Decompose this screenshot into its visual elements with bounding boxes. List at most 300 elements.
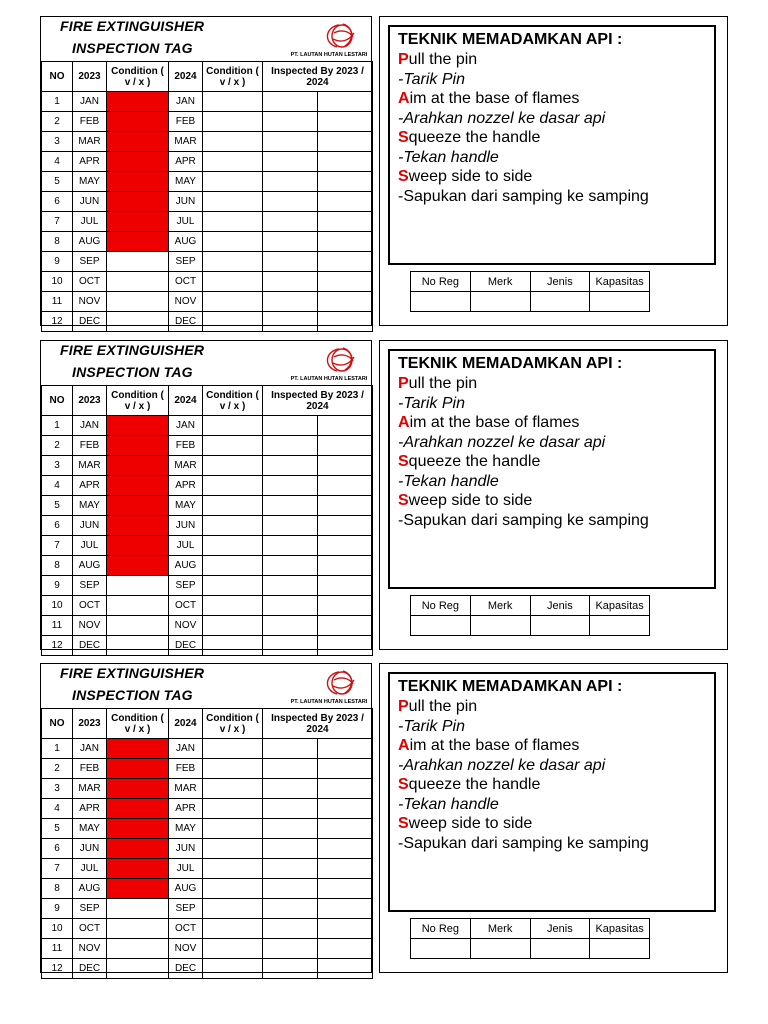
row-condition-2024[interactable] (203, 879, 263, 899)
step-text: -Arahkan nozzel ke dasar api (398, 756, 606, 774)
row-inspector-2023[interactable] (263, 899, 318, 919)
row-month-2024: NOV (169, 616, 203, 636)
row-condition-2024[interactable] (203, 899, 263, 919)
row-no: 2 (42, 436, 73, 456)
row-condition-2023[interactable] (107, 616, 169, 636)
row-inspector-2023[interactable] (263, 496, 318, 516)
row-inspector-2024[interactable] (318, 939, 373, 959)
row-inspector-2024[interactable] (318, 476, 373, 496)
row-inspector-2023[interactable] (263, 272, 318, 292)
table-row (42, 92, 373, 112)
row-no: 11 (42, 292, 73, 312)
row-inspector-2024[interactable] (318, 779, 373, 799)
row-condition-2024[interactable] (203, 112, 263, 132)
row-condition-2024[interactable] (203, 312, 263, 332)
row-inspector-2024[interactable] (318, 172, 373, 192)
row-no: 5 (42, 496, 73, 516)
row-month-2024: OCT (169, 272, 203, 292)
row-month-2024: JUL (169, 536, 203, 556)
info-header-no-reg: No Reg (411, 596, 471, 616)
header-condition-2024: Condition ( v / x ) (203, 62, 263, 92)
row-month-2023: NOV (73, 616, 107, 636)
table-row (42, 879, 373, 899)
info-header-row (411, 272, 650, 292)
row-no: 3 (42, 456, 73, 476)
header-no: NO (42, 709, 73, 739)
row-inspector-2023[interactable] (263, 779, 318, 799)
row-no: 6 (42, 516, 73, 536)
row-condition-2023[interactable] (107, 556, 169, 576)
technique-steps (398, 374, 649, 530)
row-month-2024: AUG (169, 879, 203, 899)
step-text: ull the pin (408, 51, 478, 68)
row-inspector-2023[interactable] (263, 476, 318, 496)
row-condition-2024[interactable] (203, 292, 263, 312)
row-no: 9 (42, 899, 73, 919)
step-text: queeze the handle (408, 129, 541, 146)
table-header-row (42, 386, 373, 416)
company-name: PT. LAUTAN HUTAN LESTARI (290, 376, 368, 382)
row-condition-2024[interactable] (203, 516, 263, 536)
row-inspector-2023[interactable] (263, 112, 318, 132)
row-month-2024: JUN (169, 192, 203, 212)
row-condition-2023[interactable] (107, 879, 169, 899)
row-month-2023: JUL (73, 859, 107, 879)
row-condition-2024[interactable] (203, 232, 263, 252)
row-inspector-2023[interactable] (263, 799, 318, 819)
row-no: 12 (42, 959, 73, 979)
inspection-tag (40, 663, 372, 973)
technique-step (398, 511, 649, 531)
row-condition-2023[interactable] (107, 192, 169, 212)
row-condition-2024[interactable] (203, 456, 263, 476)
row-condition-2023[interactable] (107, 516, 169, 536)
row-condition-2023[interactable] (107, 759, 169, 779)
row-month-2024: MAR (169, 456, 203, 476)
info-value-merk[interactable] (470, 616, 530, 636)
step-text: -Sapukan dari samping ke samping (398, 511, 649, 529)
row-month-2023: APR (73, 152, 107, 172)
technique-title: TEKNIK MEMADAMKAN API : (398, 678, 623, 695)
row-month-2023: FEB (73, 759, 107, 779)
row-inspector-2023[interactable] (263, 536, 318, 556)
row-inspector-2023[interactable] (263, 576, 318, 596)
info-value-kapasitas[interactable] (590, 616, 650, 636)
row-inspector-2023[interactable] (263, 636, 318, 656)
row-month-2023: FEB (73, 112, 107, 132)
step-text: ull the pin (408, 375, 478, 392)
row-month-2023: MAR (73, 779, 107, 799)
row-condition-2024[interactable] (203, 476, 263, 496)
row-condition-2024[interactable] (203, 779, 263, 799)
row-month-2024: SEP (169, 899, 203, 919)
row-month-2024: JUL (169, 212, 203, 232)
header-condition-2024: Condition ( v / x ) (203, 386, 263, 416)
row-inspector-2023[interactable] (263, 959, 318, 979)
header-year-2024: 2024 (169, 709, 203, 739)
technique-box (388, 672, 716, 912)
row-month-2023: JUN (73, 839, 107, 859)
row-inspector-2023[interactable] (263, 616, 318, 636)
tag-set (0, 340, 768, 650)
row-condition-2024[interactable] (203, 799, 263, 819)
row-month-2023: AUG (73, 879, 107, 899)
row-month-2024: FEB (169, 436, 203, 456)
row-inspector-2023[interactable] (263, 879, 318, 899)
row-condition-2023[interactable] (107, 172, 169, 192)
row-condition-2024[interactable] (203, 536, 263, 556)
row-inspector-2024[interactable] (318, 576, 373, 596)
info-value-merk[interactable] (470, 939, 530, 959)
technique-step (398, 433, 649, 453)
row-inspector-2024[interactable] (318, 496, 373, 516)
row-inspector-2024[interactable] (318, 616, 373, 636)
row-inspector-2024[interactable] (318, 456, 373, 476)
row-condition-2023[interactable] (107, 939, 169, 959)
row-inspector-2023[interactable] (263, 292, 318, 312)
technique-step (398, 697, 649, 717)
step-text: weep side to side (408, 492, 533, 509)
info-header-kapasitas: Kapasitas (590, 272, 650, 292)
row-inspector-2023[interactable] (263, 92, 318, 112)
technique-step (398, 70, 649, 90)
info-header-jenis: Jenis (530, 596, 590, 616)
technique-step (398, 374, 649, 394)
row-no: 3 (42, 779, 73, 799)
header-condition-2023: Condition ( v / x ) (107, 709, 169, 739)
info-value-no-reg[interactable] (411, 292, 471, 312)
table-row (42, 596, 373, 616)
table-row (42, 172, 373, 192)
row-condition-2023[interactable] (107, 272, 169, 292)
row-inspector-2024[interactable] (318, 292, 373, 312)
row-condition-2024[interactable] (203, 596, 263, 616)
table-row (42, 636, 373, 656)
table-row (42, 576, 373, 596)
info-value-kapasitas[interactable] (590, 939, 650, 959)
row-condition-2023[interactable] (107, 536, 169, 556)
row-inspector-2023[interactable] (263, 556, 318, 576)
row-no: 11 (42, 616, 73, 636)
row-month-2024: SEP (169, 252, 203, 272)
row-condition-2023[interactable] (107, 899, 169, 919)
technique-step (398, 167, 649, 187)
row-inspector-2024[interactable] (318, 92, 373, 112)
info-value-jenis[interactable] (530, 292, 590, 312)
row-condition-2024[interactable] (203, 132, 263, 152)
row-inspector-2024[interactable] (318, 739, 373, 759)
row-inspector-2023[interactable] (263, 232, 318, 252)
info-value-jenis[interactable] (530, 616, 590, 636)
table-row (42, 759, 373, 779)
row-month-2024: MAR (169, 132, 203, 152)
row-condition-2024[interactable] (203, 959, 263, 979)
row-month-2023: MAY (73, 172, 107, 192)
row-inspector-2023[interactable] (263, 436, 318, 456)
row-condition-2024[interactable] (203, 759, 263, 779)
row-month-2024: FEB (169, 112, 203, 132)
row-condition-2023[interactable] (107, 496, 169, 516)
technique-steps (398, 697, 649, 853)
technique-title: TEKNIK MEMADAMKAN API : (398, 31, 623, 48)
row-condition-2023[interactable] (107, 636, 169, 656)
row-condition-2024[interactable] (203, 416, 263, 436)
row-inspector-2024[interactable] (318, 536, 373, 556)
row-condition-2023[interactable] (107, 92, 169, 112)
row-condition-2023[interactable] (107, 859, 169, 879)
step-text: weep side to side (408, 168, 533, 185)
row-month-2024: DEC (169, 959, 203, 979)
row-month-2023: NOV (73, 292, 107, 312)
table-row (42, 516, 373, 536)
row-condition-2024[interactable] (203, 739, 263, 759)
row-inspector-2023[interactable] (263, 132, 318, 152)
step-initial: S (398, 492, 409, 509)
row-condition-2024[interactable] (203, 92, 263, 112)
table-header-row (42, 62, 373, 92)
row-condition-2024[interactable] (203, 819, 263, 839)
table-row (42, 779, 373, 799)
table-row (42, 939, 373, 959)
technique-step (398, 472, 649, 492)
row-inspector-2023[interactable] (263, 859, 318, 879)
table-row (42, 456, 373, 476)
row-month-2024: OCT (169, 919, 203, 939)
header-year-2024: 2024 (169, 62, 203, 92)
row-inspector-2023[interactable] (263, 212, 318, 232)
row-no: 8 (42, 556, 73, 576)
row-inspector-2024[interactable] (318, 899, 373, 919)
row-no: 3 (42, 132, 73, 152)
row-condition-2024[interactable] (203, 436, 263, 456)
row-inspector-2024[interactable] (318, 416, 373, 436)
row-inspector-2024[interactable] (318, 919, 373, 939)
row-inspector-2023[interactable] (263, 416, 318, 436)
info-header-jenis: Jenis (530, 919, 590, 939)
row-month-2024: APR (169, 476, 203, 496)
table-row (42, 536, 373, 556)
row-inspector-2024[interactable] (318, 252, 373, 272)
row-inspector-2024[interactable] (318, 232, 373, 252)
row-inspector-2023[interactable] (263, 759, 318, 779)
swirl-logo-icon (287, 21, 371, 53)
info-value-merk[interactable] (470, 292, 530, 312)
row-condition-2023[interactable] (107, 152, 169, 172)
row-inspector-2024[interactable] (318, 879, 373, 899)
company-name: PT. LAUTAN HUTAN LESTARI (290, 699, 368, 705)
row-condition-2023[interactable] (107, 456, 169, 476)
row-month-2023: JAN (73, 92, 107, 112)
row-condition-2023[interactable] (107, 132, 169, 152)
row-month-2024: JAN (169, 739, 203, 759)
row-condition-2023[interactable] (107, 436, 169, 456)
row-condition-2024[interactable] (203, 272, 263, 292)
tag-set (0, 663, 768, 973)
row-condition-2024[interactable] (203, 172, 263, 192)
row-inspector-2024[interactable] (318, 312, 373, 332)
row-no: 10 (42, 596, 73, 616)
row-condition-2023[interactable] (107, 416, 169, 436)
row-inspector-2024[interactable] (318, 556, 373, 576)
row-month-2023: DEC (73, 312, 107, 332)
row-condition-2023[interactable] (107, 112, 169, 132)
row-inspector-2024[interactable] (318, 132, 373, 152)
technique-box (388, 25, 716, 265)
step-text: -Tarik Pin (398, 394, 465, 412)
row-inspector-2023[interactable] (263, 152, 318, 172)
header-year-2023: 2023 (73, 709, 107, 739)
row-inspector-2023[interactable] (263, 596, 318, 616)
row-inspector-2023[interactable] (263, 819, 318, 839)
row-inspector-2024[interactable] (318, 859, 373, 879)
row-condition-2023[interactable] (107, 476, 169, 496)
table-row (42, 616, 373, 636)
info-value-row (411, 616, 650, 636)
row-inspector-2023[interactable] (263, 919, 318, 939)
row-condition-2024[interactable] (203, 636, 263, 656)
row-no: 8 (42, 232, 73, 252)
inspection-table (41, 708, 373, 979)
step-initial: S (398, 453, 409, 470)
row-condition-2024[interactable] (203, 252, 263, 272)
step-text: im at the base of flames (409, 414, 580, 431)
row-inspector-2023[interactable] (263, 839, 318, 859)
row-month-2024: SEP (169, 576, 203, 596)
table-row (42, 112, 373, 132)
tag-header (41, 664, 371, 708)
row-inspector-2024[interactable] (318, 596, 373, 616)
row-inspector-2023[interactable] (263, 739, 318, 759)
step-initial: P (398, 375, 409, 392)
row-condition-2024[interactable] (203, 192, 263, 212)
row-inspector-2024[interactable] (318, 272, 373, 292)
row-inspector-2024[interactable] (318, 152, 373, 172)
row-inspector-2024[interactable] (318, 636, 373, 656)
row-inspector-2023[interactable] (263, 939, 318, 959)
row-inspector-2023[interactable] (263, 516, 318, 536)
row-inspector-2024[interactable] (318, 799, 373, 819)
table-row (42, 272, 373, 292)
row-month-2023: SEP (73, 252, 107, 272)
row-condition-2024[interactable] (203, 939, 263, 959)
header-no: NO (42, 386, 73, 416)
step-text: -Sapukan dari samping ke samping (398, 187, 649, 205)
row-month-2023: JAN (73, 416, 107, 436)
row-no: 12 (42, 312, 73, 332)
row-condition-2023[interactable] (107, 312, 169, 332)
info-header-row (411, 919, 650, 939)
row-inspector-2024[interactable] (318, 436, 373, 456)
row-inspector-2024[interactable] (318, 112, 373, 132)
row-condition-2023[interactable] (107, 919, 169, 939)
row-inspector-2024[interactable] (318, 819, 373, 839)
row-condition-2023[interactable] (107, 212, 169, 232)
row-condition-2023[interactable] (107, 596, 169, 616)
row-inspector-2024[interactable] (318, 959, 373, 979)
technique-step (398, 814, 649, 834)
table-row (42, 192, 373, 212)
row-no: 4 (42, 476, 73, 496)
table-row (42, 899, 373, 919)
row-condition-2023[interactable] (107, 819, 169, 839)
row-condition-2023[interactable] (107, 739, 169, 759)
table-row (42, 252, 373, 272)
row-condition-2024[interactable] (203, 152, 263, 172)
table-row (42, 312, 373, 332)
row-condition-2024[interactable] (203, 212, 263, 232)
row-month-2024: OCT (169, 596, 203, 616)
row-month-2023: SEP (73, 576, 107, 596)
table-row (42, 416, 373, 436)
row-inspector-2023[interactable] (263, 172, 318, 192)
technique-box (388, 349, 716, 589)
info-value-no-reg[interactable] (411, 616, 471, 636)
info-value-jenis[interactable] (530, 939, 590, 959)
row-condition-2024[interactable] (203, 859, 263, 879)
row-month-2023: OCT (73, 596, 107, 616)
step-text: -Arahkan nozzel ke dasar api (398, 109, 606, 127)
row-condition-2024[interactable] (203, 919, 263, 939)
technique-step (398, 413, 649, 433)
inspection-tag (40, 340, 372, 650)
row-condition-2023[interactable] (107, 252, 169, 272)
row-condition-2023[interactable] (107, 576, 169, 596)
row-inspector-2024[interactable] (318, 212, 373, 232)
row-month-2024: DEC (169, 312, 203, 332)
row-condition-2024[interactable] (203, 496, 263, 516)
row-inspector-2024[interactable] (318, 759, 373, 779)
table-row (42, 799, 373, 819)
row-inspector-2024[interactable] (318, 839, 373, 859)
table-row (42, 496, 373, 516)
row-inspector-2023[interactable] (263, 252, 318, 272)
row-month-2024: DEC (169, 636, 203, 656)
row-condition-2023[interactable] (107, 292, 169, 312)
table-header-row (42, 709, 373, 739)
technique-step (398, 187, 649, 207)
row-condition-2023[interactable] (107, 779, 169, 799)
row-condition-2024[interactable] (203, 576, 263, 596)
technique-panel (379, 16, 728, 326)
row-condition-2024[interactable] (203, 556, 263, 576)
row-no: 2 (42, 112, 73, 132)
row-inspector-2023[interactable] (263, 456, 318, 476)
row-condition-2024[interactable] (203, 616, 263, 636)
row-condition-2023[interactable] (107, 959, 169, 979)
row-inspector-2023[interactable] (263, 312, 318, 332)
row-condition-2023[interactable] (107, 799, 169, 819)
row-month-2024: MAR (169, 779, 203, 799)
row-condition-2024[interactable] (203, 839, 263, 859)
info-header-row (411, 596, 650, 616)
row-no: 6 (42, 839, 73, 859)
row-condition-2023[interactable] (107, 839, 169, 859)
step-text: -Tekan handle (398, 148, 499, 166)
row-condition-2023[interactable] (107, 232, 169, 252)
row-inspector-2024[interactable] (318, 192, 373, 212)
step-text: -Sapukan dari samping ke samping (398, 834, 649, 852)
step-initial: A (398, 737, 410, 754)
info-value-no-reg[interactable] (411, 939, 471, 959)
row-inspector-2023[interactable] (263, 192, 318, 212)
row-inspector-2024[interactable] (318, 516, 373, 536)
info-header-no-reg: No Reg (411, 919, 471, 939)
row-no: 11 (42, 939, 73, 959)
row-month-2023: FEB (73, 436, 107, 456)
inspection-table (41, 385, 373, 656)
technique-step (398, 128, 649, 148)
info-value-kapasitas[interactable] (590, 292, 650, 312)
